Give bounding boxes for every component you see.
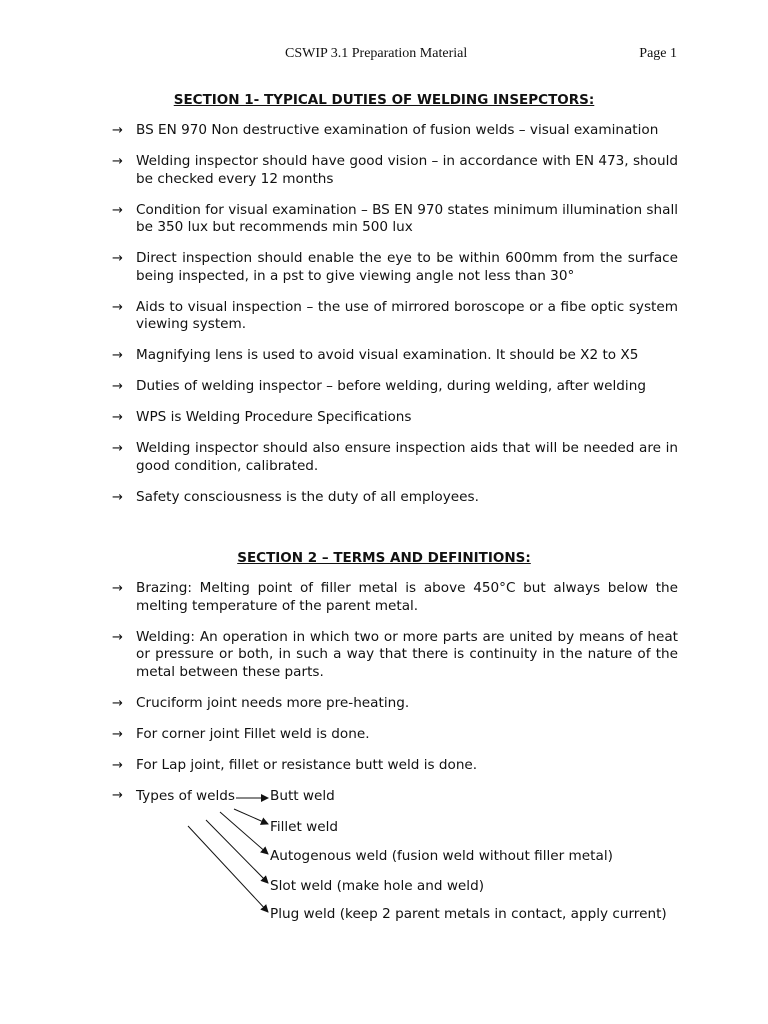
section-2-heading: SECTION 2 – TERMS AND DEFINITIONS: [237, 550, 531, 566]
list-item: → Condition for visual examination – BS EN 970 states minimum illumination shall be 350 lux but recommends min 500 lux [112, 201, 678, 235]
right-arrow-icon: → [112, 348, 123, 363]
right-arrow-icon: → [112, 202, 123, 218]
right-arrow-icon: → [112, 726, 123, 742]
right-arrow-icon: → [112, 788, 123, 803]
page-number: Page 1 [639, 46, 677, 61]
connector-arrow-fillet [234, 809, 268, 824]
right-arrow-icon: → [112, 757, 123, 773]
types-of-welds-label: Types of welds [136, 788, 236, 804]
connector-arrow-autogenous [220, 812, 268, 854]
right-arrow-icon: → [112, 410, 123, 425]
weld-type-item: Plug weld (keep 2 parent metals in contact, apply current) [270, 906, 667, 922]
list-item: → Cruciform joint needs more pre-heating. [112, 694, 410, 711]
list-item: → WPS is Welding Procedure Specifications [112, 409, 412, 425]
weld-type-item: Fillet weld [270, 819, 339, 835]
right-arrow-icon: → [112, 581, 123, 596]
list-item: → BS EN 970 Non destructive examination of fusion welds – visual examination [112, 122, 659, 138]
weld-type-item: Autogenous weld (fusion weld without filler metal) [270, 848, 613, 864]
weld-types-diagram [112, 788, 692, 938]
list-item: → For Lap joint, fillet or resistance butt weld is done. [112, 756, 478, 773]
right-arrow-icon: → [112, 379, 123, 394]
list-item: → Welding: An operation in which two or more parts are united by means of heat or pressure or both, in such a way that there is continuity in the nature of the metal between these parts. [112, 628, 678, 680]
list-item: → Brazing: Melting point of filler metal is above 450°C but always below the melting temperature of the parent metal. [112, 580, 678, 614]
right-arrow-icon: → [112, 441, 123, 456]
section-1-list [112, 122, 678, 520]
list-item: → Welding inspector should have good vision – in accordance with EN 473, should be checked every 12 months [112, 153, 678, 187]
list-item: → Direct inspection should enable the eye to be within 600mm from the surface being inspected, in a pst to give viewing angle not less than 30° [112, 250, 678, 284]
right-arrow-icon: → [112, 489, 123, 505]
list-item: → For corner joint Fillet weld is done. [112, 725, 370, 742]
right-arrow-icon: → [112, 251, 123, 266]
list-item: → Safety consciousness is the duty of all employees. [112, 488, 479, 505]
list-item: → Magnifying lens is used to avoid visual examination. It should be X2 to X5 [112, 347, 639, 363]
right-arrow-icon: → [112, 154, 123, 169]
right-arrow-icon: → [112, 123, 123, 138]
section-1-heading: SECTION 1- TYPICAL DUTIES OF WELDING INSEPCTORS: [173, 92, 595, 108]
weld-type-item: Butt weld [270, 788, 335, 804]
right-arrow-icon: → [112, 629, 123, 645]
right-arrow-icon: → [112, 695, 123, 711]
connector-arrow-slot [206, 820, 268, 883]
list-item: → Welding inspector should also ensure inspection aids that will be needed are in good condition, calibrated. [112, 440, 678, 474]
right-arrow-icon: → [112, 299, 123, 315]
document-title: CSWIP 3.1 Preparation Material [285, 46, 468, 61]
list-item: → Duties of welding inspector – before welding, during welding, after welding [112, 378, 646, 394]
list-item: → Aids to visual inspection – the use of mirrored boroscope or a fibe optic system viewing system. [112, 298, 678, 332]
section-2-list [112, 580, 678, 788]
connector-arrow-plug [188, 826, 268, 912]
weld-type-item: Slot weld (make hole and weld) [270, 878, 485, 894]
page-header [0, 46, 768, 68]
